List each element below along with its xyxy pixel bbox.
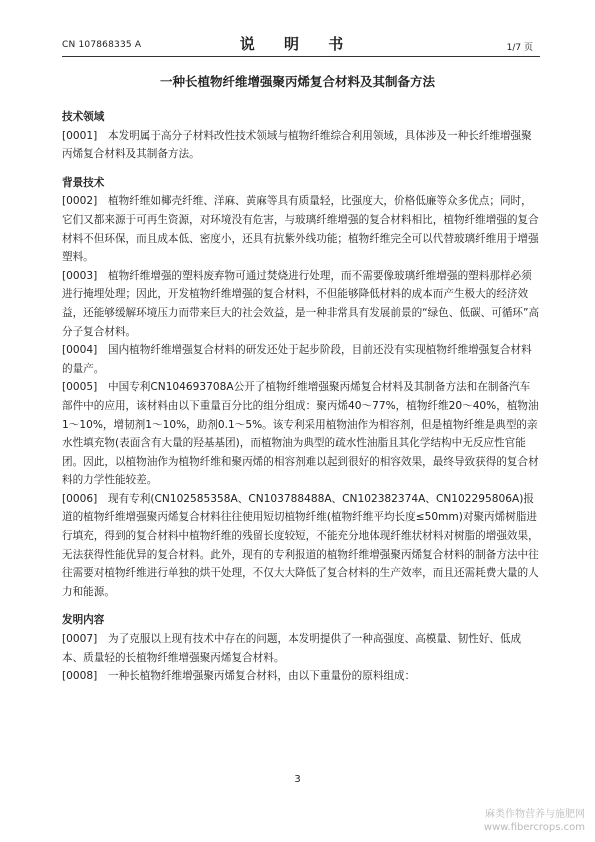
doc-number: CN 107868335 A bbox=[62, 40, 142, 50]
watermark bbox=[484, 808, 585, 834]
paragraph-text: 为了克服以上现有技术中存在的问题，本发明提供了一种高强度、高模量、韧性好、低成本、质量轻的长植物纤维增强聚丙烯复合材料。 bbox=[62, 633, 522, 664]
section-heading-summary: 发明内容 bbox=[62, 614, 105, 627]
paragraph bbox=[62, 192, 540, 266]
page-number: 3 bbox=[294, 774, 301, 785]
paragraph-number: [0005] bbox=[62, 381, 98, 394]
section-heading-background: 背景技术 bbox=[62, 176, 105, 189]
document-title: 一种长植物纤维增强聚丙烯复合材料及其制备方法 bbox=[159, 74, 435, 89]
paragraph bbox=[62, 267, 540, 341]
paragraph-text: 一种长植物纤维增强聚丙烯复合材料，由以下重量份的原料组成： bbox=[108, 670, 416, 683]
page-indicator: 1/7 页 bbox=[506, 43, 533, 53]
paragraph bbox=[62, 630, 540, 667]
paragraph bbox=[62, 490, 540, 602]
paragraph-text: 国内植物纤维增强复合材料的研发还处于起步阶段，目前还没有实现植物纤维增强复合材料的量产。 bbox=[62, 344, 532, 375]
paragraph-number: [0006] bbox=[62, 492, 98, 505]
watermark-url: www.fibercrops.com bbox=[483, 822, 585, 833]
paragraph bbox=[62, 341, 540, 378]
paragraph bbox=[62, 378, 540, 490]
section-heading-tech-field: 技术领域 bbox=[62, 111, 105, 123]
paragraph-text: 植物纤维如椰壳纤维、洋麻、黄麻等具有质量轻，比强度大，价格低廉等众多优点；同时，它们又都来源于可再生资源，对环境没有危害，与玻璃纤维增强的复合材料相比，植物纤维增强的复合材料不但环保，而且成本低、密度小，还具有抗紫外线功能；植物纤维完全可以代替玻璃纤维用于增强塑料。 bbox=[62, 195, 539, 264]
paragraph bbox=[62, 667, 540, 686]
paragraph-number: [0004] bbox=[62, 344, 98, 357]
paragraph-number: [0007] bbox=[62, 633, 98, 646]
document-body bbox=[62, 108, 540, 686]
header-divider bbox=[62, 56, 540, 57]
doc-type-heading: 说 明 书 bbox=[239, 35, 356, 53]
paragraph-text: 本发明属于高分子材料改性技术领域与植物纤维综合利用领域，具体涉及一种长纤维增强聚丙烯复合材料及其制备方法。 bbox=[62, 129, 532, 161]
paragraph-number: [0001] bbox=[62, 129, 98, 142]
paragraph-text: 植物纤维增强的塑料废弃物可通过焚烧进行处理，而不需要像玻璃纤维增强的塑料那样必须进行掩埋处理；因此，开发植物纤维增强的复合材料，不但能够降低材料的成本而产生极大的经济效益，还能够缓解环境压力而带来巨大的社会效益，是一种非常具有发展前景的“绿色、低碳、可循环”高分子复合材料。 bbox=[62, 269, 540, 338]
paragraph-number: [0002] bbox=[62, 195, 98, 208]
paragraph-number: [0003] bbox=[62, 269, 98, 282]
paragraph-text: 现有专利(CN102585358A、CN103788488A、CN102382374A、CN102295806A)报道的植物纤维增强聚丙烯复合材料往往使用短切植物纤维(植物纤维平均长度≤50mm)对聚丙烯树脂进行填充，得到的复合材料中植物纤维的残留长度较短，不能充分地体现纤维状材料对树脂的增强效果，无法获得性能优异的复合材料。此外，现有的专利报道的植物纤维增强聚丙烯复合材料的制备方法中往往需要对植物纤维进行单独的烘干处理，不仅大大降低了复合材料的生产效率，而且还需耗费大量的人力和能源。 bbox=[62, 492, 539, 598]
paragraph-number: [0008] bbox=[62, 670, 98, 683]
paragraph bbox=[62, 127, 540, 164]
paragraph-text: 中国专利CN104693708A公开了植物纤维增强聚丙烯复合材料及其制备方法和在制备汽车部件中的应用，该材料由以下重量百分比的组分组成：聚丙烯40～77%，植物纤维20～40%，植物油1～10%，增韧剂1～10%，助剂0.1～5%。该专利采用植物油作为相容剂，但是植物纤维是典型的亲水性填充物(表面含有大量的羟基基团)，而植物油为典型的疏水性油脂且其化学结构中无反应性官能团。因此，以植物油作为植物纤维和聚丙烯的相容剂难以起到很好的相容效果，最终导致获得的复合材料的力学性能较差。 bbox=[62, 381, 539, 487]
watermark-site-name: 麻类作物营养与施肥网 bbox=[485, 809, 585, 820]
